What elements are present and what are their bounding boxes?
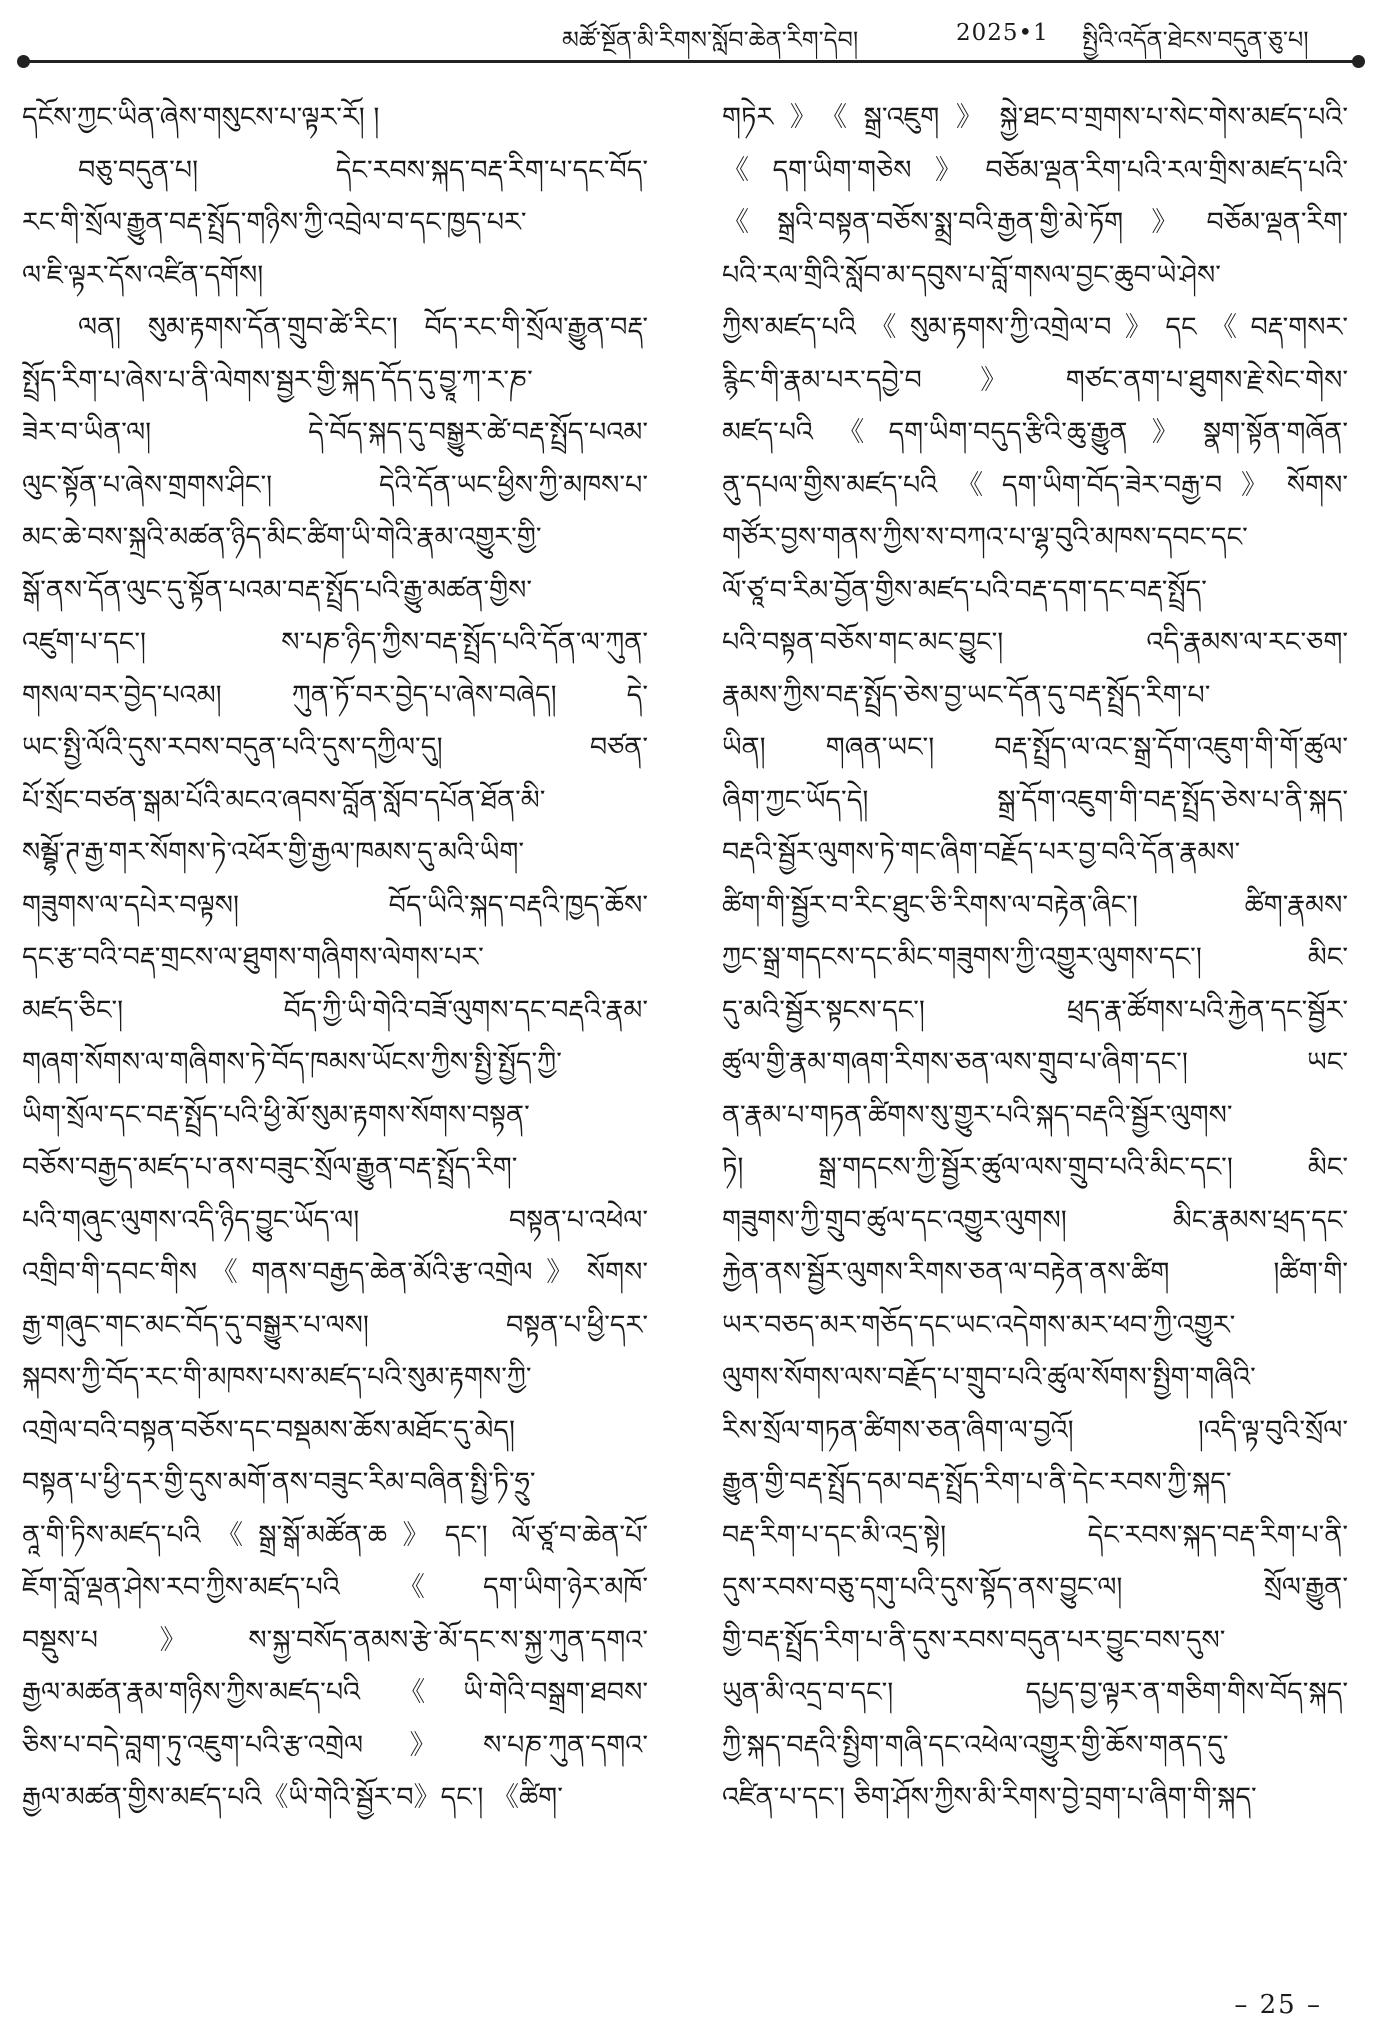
text-line: ཞིག་ཀྱང་ཡོད་དེ། སྒྲ་དོག་འཇུག་གི་བརྡ་སྤྲོད་ཅེས་པ་ནི་སྐད་: [722, 784, 1348, 816]
right-text-column: [722, 92, 1348, 1825]
text-line: གསལ་བར་བྱེད་པའམ། ཀུན་ཏོ་བར་བྱེད་པ་ཞེས་བཞེད། དེ་: [22, 679, 648, 711]
text-line: འཛིན་པ་དང་། ཅིག་ཤོས་ཀྱིས་མི་རིགས་བྱེ་བྲག་པ་ཞིག་གི་སྐད་: [722, 1782, 1257, 1813]
text-line: ཏེ། སྒྲ་གདངས་ཀྱི་སྦྱོར་ཚུལ་ལས་གྲུབ་པའི་མིང་དང་། མིང་: [722, 1152, 1348, 1183]
text-line: རིས་སྲོལ་གཏན་ཚིགས་ཅན་ཞིག་ལ་བྱའོ། །འདི་ལྟ་བུའི་སྲོལ་: [722, 1414, 1348, 1446]
text-line: འགྲིབ་གི་དབང་གིས《གནས་བརྒྱད་ཆེན་མོའི་རྩ་འགྲེལ》སོགས་: [22, 1257, 648, 1288]
text-line: སྒོ་ནས་དོན་ལུང་དུ་སྟོན་པའམ་བརྡ་སྤྲོད་པའི་རྒྱུ་མཚན་གྱིས་: [22, 574, 533, 606]
text-line: རྙིང་གི་རྣམ་པར་དབྱེ་བ》གཙང་ནག་པ་ཐུགས་རྗེ་སེང་གེས་: [722, 364, 1348, 396]
rule-dot-right: [1352, 55, 1365, 68]
text-line: དངོས་ཀྱང་ཡིན་ཞེས་གསུངས་པ་ལྟར་རོ། །: [22, 102, 380, 133]
text-line: ཇོག་བློ་ལྡན་ཤེས་རབ་ཀྱིས་མཛད་པའི《དག་ཡིག་ཉེར་མཁོ་: [22, 1572, 648, 1603]
text-line: ཡུན་མི་འདྲ་བ་དང་། དཔྱད་བྱ་ལྟར་ན་གཅིག་གིས་བོད་སྐད་: [722, 1677, 1348, 1708]
text-line: རྒྱལ་མཚན་རྣམ་གཉིས་ཀྱིས་མཛད་པའི《ཡི་གེའི་བསྒྲག་ཐབས་: [22, 1677, 648, 1708]
text-line: པའི་བསྟན་བཅོས་གང་མང་བྱུང་། འདི་རྣམས་ལ་རང་ཅག་: [722, 627, 1348, 658]
text-line: རྐྱེན་ནས་སྦྱོར་ལུགས་རིགས་ཅན་ལ་བརྟེན་ནས་ཚིག །ཚིག་གི་: [722, 1257, 1348, 1288]
text-line: པོ་སྲོང་བཙན་སྒམ་པོའི་མངའ་ཞབས་བློན་སློབ་དཔོན་ཐོན་མི་: [22, 784, 546, 816]
text-line: མང་ཆེ་བས་སྐྲའི་མཚན་ཉིད་མིང་ཚིག་ཡི་གེའི་རྣམ་འགྱུར་གྱི་: [22, 522, 542, 553]
issue-number: 2025•1: [956, 20, 1049, 46]
text-line: ལོ་ཙཱ་བ་རིམ་བྱོན་གྱིས་མཛད་པའི་བརྡ་དག་དང་བརྡ་སྤྲོད་: [722, 574, 1207, 606]
text-line: རྣམས་ཀྱིས་བརྡ་སྤྲོད་ཅེས་བྱ་ཡང་དོན་དུ་བརྡ་སྤྲོད་རིག་པ་: [722, 679, 1211, 711]
header-rule: [22, 60, 1360, 63]
text-line: རྒྱ་གཞུང་གང་མང་བོད་དུ་བསྒྱུར་པ་ལས། བསྟན་པ་ཕྱི་དར་: [22, 1309, 648, 1341]
text-line: གཏེར》《སྒྲ་འཇུག》སྐྱེ་ཐང་བ་གྲགས་པ་སེང་གེས་མཛད་པའི་: [722, 102, 1348, 133]
text-line: 《སྒྲའི་བསྟན་བཅོས་སྨྲ་བའི་རྒྱན་གྱི་མེ་ཏོག》བཅོམ་ལྡན་རིག་: [722, 207, 1348, 238]
text-line: སམྦྷོ་ཊ་རྒྱ་གར་སོགས་ཏེ་འཕོར་གྱི་རྒྱལ་ཁམས་དུ་མའི་ཡིག་: [22, 837, 525, 868]
text-line: གཟུགས་ལ་དཔེར་བལྟས། བོད་ཡིའི་སྐད་བརྡའི་ཁྱད་ཆོས་: [22, 889, 648, 921]
text-line: དང་རྩ་བའི་བརྡ་གྲངས་ལ་ཐུགས་གཞིགས་ལེགས་པར་: [22, 942, 484, 973]
text-line: བཅོས་བརྒྱད་མཛད་པ་ནས་བཟུང་སྲོལ་རྒྱུན་བརྡ་སྤྲོད་རིག་: [22, 1152, 518, 1183]
section-title: སྤྱིའི་འདོན་ཐེངས་བདུན་ཅུ་པ།: [1082, 26, 1309, 54]
text-line: ལུང་སྟོན་པ་ཞེས་གྲགས་ཤིང་། དེའི་དོན་ཡང་ཕྱིས་ཀྱི་མཁས་པ་: [22, 469, 648, 501]
page-number: – 25 –: [1234, 1990, 1322, 2020]
text-line: ལུགས་སོགས་ལས་བརྗོད་པ་གྲུབ་པའི་ཚུལ་སོགས་སྤྱིག་གཞིའི་: [722, 1362, 1256, 1393]
magazine-title: མཚོ་སྔོན་མི་རིགས་སློབ་ཆེན་རིག་དེབ།: [562, 26, 859, 54]
text-line: དུ་མའི་སྦྱོར་སྟངས་དང་། ཕྲད་རྣ་ཚོགས་པའི་རྐྱེན་དང་སྦྱོར་: [722, 994, 1348, 1026]
text-line: དུས་རབས་བཅུ་དགུ་པའི་དུས་སྟོད་ནས་བྱུང་ལ། སྲོལ་རྒྱུན་: [722, 1572, 1348, 1603]
text-line: རང་གི་སྲོལ་རྒྱུན་བརྡ་སྤྲོད་གཉིས་ཀྱི་འབྲེལ་བ་དང་ཁྱད་པར་: [22, 207, 527, 238]
text-line: ཀྱང་སྒྲ་གདངས་དང་མིང་གཟུགས་ཀྱི་འགྱུར་ལུགས་དང་། མིང་: [722, 942, 1348, 973]
text-line: ཡར་བཅད་མར་གཅོད་དང་ཡང་འདེགས་མར་ཕབ་ཀྱི་འགྱུར་: [722, 1309, 1236, 1341]
text-line: བརྡ་རིག་པ་དང་མི་འདྲ་སྟེ། དེང་རབས་སྐད་བརྡ་རིག་པ་ནི་: [722, 1519, 1348, 1551]
text-line: ཡིན། གཞན་ཡང་། བརྡ་སྤྲོད་ལ་འང་སྒྲ་དོག་འཇུག་གི་གོ་ཚུལ་: [722, 732, 1348, 763]
text-line: ཚུལ་གྱི་རྣམ་གཞག་རིགས་ཅན་ལས་གྲུབ་པ་ཞིག་དང་། ཡང་: [722, 1047, 1348, 1078]
text-line: བསྡུས་པ》ས་སྐྱ་བསོད་ནམས་རྩེ་མོ་དང་ས་སྐྱ་ཀུན་དགའ་: [22, 1624, 648, 1656]
text-line: ཚིག་གི་སྦྱོར་བ་རིང་ཐུང་ཅི་རིགས་ལ་བརྟེན་ཞིང་། ཚིག་རྣམས་: [722, 889, 1348, 921]
text-line: གཙོར་བྱས་གནས་ཀྱིས་ས་བཀའ་པ་ལྷ་བུའི་མཁས་དབང་དང་: [722, 522, 1248, 553]
text-line: ན་རྣམ་པ་གཏན་ཚིགས་སུ་གྱུར་པའི་སྐད་བརྡའི་སྦྱོར་ལུགས་: [722, 1099, 1233, 1131]
text-line: བསྟན་པ་ཕྱི་དར་གྱི་དུས་མགོ་ནས་བཟུང་རིམ་བཞིན་སྤྱི་ཏི་ཧྲུ་: [22, 1467, 536, 1498]
text-line: རྒྱལ་མཚན་གྱིས་མཛད་པའི《ཡི་གེའི་སྦྱོར་བ》དང་། 《ཚིག་: [22, 1782, 563, 1813]
text-line: བརྡའི་སྦྱོར་ལུགས་ཏེ་གང་ཞིག་བརྗོད་པར་བྱ་བའི་དོན་རྣམས་: [722, 837, 1241, 868]
text-line: གཞག་སོགས་ལ་གཞིགས་ཏེ་བོད་ཁམས་ཡོངས་ཀྱིས་སྤྱི་སྤྱོད་ཀྱི་: [22, 1047, 562, 1078]
text-line: པའི་རལ་གྲིའི་སློབ་མ་དབུས་པ་བློ་གསལ་བྱང་ཆུབ་ཡེ་ཤེས་: [722, 259, 1221, 291]
text-line: ཡིག་སྲོལ་དང་བརྡ་སྤྲོད་པའི་ཕྱི་མོ་སུམ་རྟགས་སོགས་བསྟན་: [22, 1099, 530, 1131]
text-line: ཀྱི་སྐད་བརྡའི་སྤྱིག་གཞི་དང་འཕེལ་འགྱུར་གྱི་ཆོས་གནད་དུ་: [722, 1729, 1229, 1761]
text-line: སྤྲོད་རིག་པ་ཞེས་པ་ནི་ལེགས་སྦྱར་གྱི་སྐད་དོད་དུ་བྱཱ་ཀ་ར་ཎ་: [22, 364, 533, 396]
text-line: ཀྱིས་མཛད་པའི《སུམ་རྟགས་ཀྱི་འགྲེལ་བ》དང《བརྡ་གསར་: [722, 312, 1348, 343]
text-line: བཅུ་བདུན་པ། དེང་རབས་སྐད་བརྡ་རིག་པ་དང་བོད་: [78, 154, 648, 186]
text-line: འཛུག་པ་དང་། ས་པཎ་ཉིད་ཀྱིས་བརྡ་སྤྲོད་པའི་དོན་ལ་ཀུན་: [22, 627, 648, 658]
text-line: ཟེར་བ་ཡིན་ལ། དེ་བོད་སྐད་དུ་བསྒྱུར་ཚེ་བརྡ་སྤྲོད་པའམ་: [22, 417, 648, 448]
text-line: པའི་གཞུང་ལུགས་འདི་ཉིད་བྱུང་ཡོད་ལ། བསྟན་པ་འཕེལ་: [22, 1204, 648, 1236]
text-line: 《དག་ཡིག་གཅེས》བཅོམ་ལྡན་རིག་པའི་རལ་གྲིས་མཛད་པའི་: [722, 154, 1348, 186]
text-line: ཅིས་པ་བདེ་བླག་ཏུ་འཇུག་པའི་རྩ་འགྲེལ》ས་པཎ་ཀུན་དགའ་: [22, 1729, 648, 1761]
rule-dot-left: [17, 55, 30, 68]
text-line: མཛད་པའི《དག་ཡིག་བདུད་རྩིའི་ཆུ་རྒྱུན》སྣག་སྟོན་གཞོན་: [722, 417, 1348, 448]
text-line: འགྲེལ་བའི་བསྟན་བཅོས་དང་བསྡམས་ཆོས་མཐོང་དུ་མེད།: [22, 1414, 515, 1446]
text-line: ལན། སུམ་རྟགས་དོན་གྲུབ་ཚེ་རིང་། བོད་རང་གི་སྲོལ་རྒྱུན་བརྡ་: [78, 312, 648, 343]
text-line: ནུ་དཔལ་གྱིས་མཛད་པའི《དག་ཡིག་བོད་ཟེར་བརྒྱ་བ》སོགས་: [722, 469, 1348, 501]
text-line: ཡང་སྤྱི་ལོའི་དུས་རབས་བདུན་པའི་དུས་དཀྱིལ་དུ། བཙན་: [22, 732, 648, 763]
text-line: ལ་ཇི་ལྟར་དོས་འཛིན་དགོས།: [22, 259, 264, 291]
text-line: རྒྱུན་གྱི་བརྡ་སྤྲོད་དམ་བརྡ་སྤྲོད་རིག་པ་ནི་དེང་རབས་ཀྱི་སྐད་: [722, 1467, 1232, 1498]
text-line: ནཱ་གི་ཏིས་མཛད་པའི《སྒྲ་སྒོ་མཚོན་ཆ》དང་། ལོ་ཙཱ་བ་ཆེན་པོ་: [22, 1519, 648, 1551]
text-line: མཛད་ཅིང་། བོད་ཀྱི་ཡི་གེའི་བཟོ་ལུགས་དང་བརྡའི་རྣམ་: [22, 994, 648, 1026]
text-line: གྱི་བརྡ་སྤྲོད་རིག་པ་ནི་དུས་རབས་བདུན་པར་བྱུང་བས་དུས་: [722, 1624, 1226, 1656]
text-line: གཟུགས་ཀྱི་གྲུབ་ཚུལ་དང་འགྱུར་ལུགས། མིང་རྣམས་ཕྲད་དང་: [722, 1204, 1348, 1236]
text-line: སྐབས་ཀྱི་བོད་རང་གི་མཁས་པས་མཛད་པའི་སུམ་རྟགས་ཀྱི་: [22, 1362, 532, 1393]
running-header: [22, 0, 1360, 64]
left-text-column: [22, 92, 648, 1825]
